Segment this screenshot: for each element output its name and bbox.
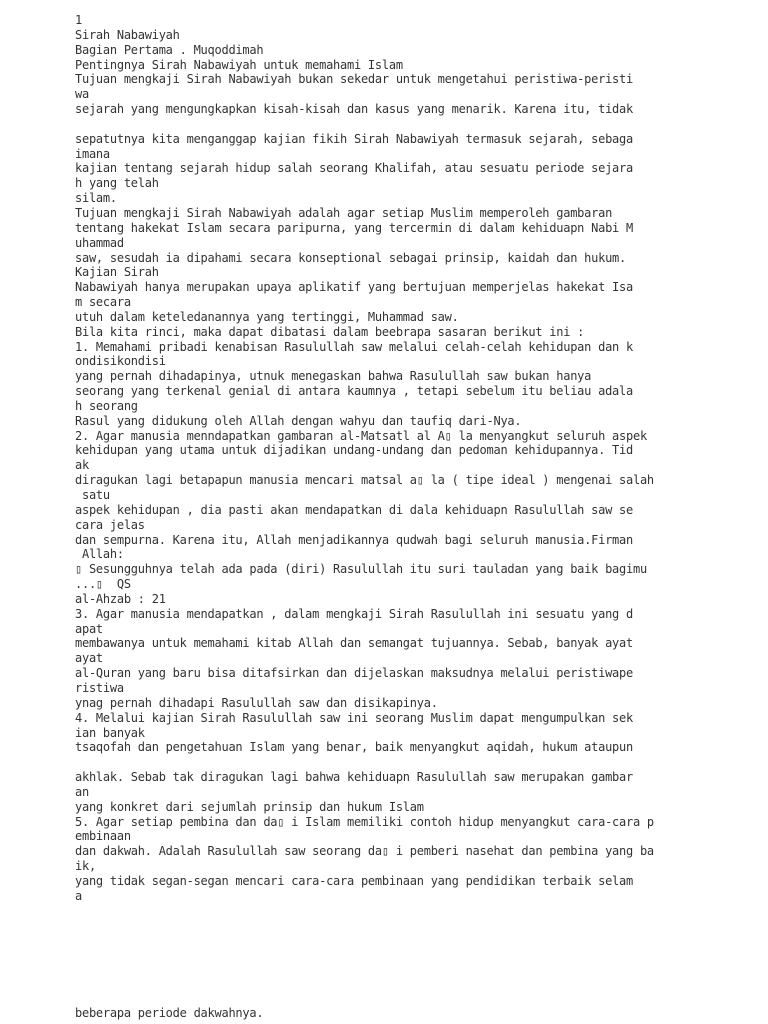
paragraph-gap [75, 117, 755, 132]
text-line: al-Ahzab : 21 [75, 591, 166, 606]
text-line: apat [75, 621, 103, 636]
text-line: uhammad [75, 235, 124, 250]
text-block-b [75, 132, 755, 755]
text-line: h seorang [75, 398, 138, 413]
text-line: ik, [75, 859, 96, 874]
text-line: Allah: [75, 547, 124, 562]
text-line: Bila kita rinci, maka dapat dibatasi dalam beebrapa sasaran berikut ini : [75, 324, 585, 339]
text-line: silam. [75, 191, 117, 206]
text-line: imana [75, 146, 110, 161]
text-line: satu [75, 488, 110, 502]
page-footer-line: beberapa periode dakwahnya. [75, 1006, 264, 1020]
text-line: Sirah Nabawiyah [75, 27, 180, 42]
paragraph-gap [75, 755, 755, 770]
text-line: an [75, 784, 89, 799]
text-line: 3. Agar manusia mendapatkan , dalam mengkaji Sirah Rasulullah ini sesuatu yang d [75, 606, 633, 621]
text-line: Nabawiyah hanya merupakan upaya aplikatif yang bertujuan memperjelas hakekat Isa [75, 280, 633, 295]
text-line: Rasul yang didukung oleh Allah dengan wahyu dan taufiq dari-Nya. [75, 413, 522, 428]
text-line: tentang hakekat Islam secara paripurna, yang tercermin di dalam kehiduapn Nabi M [75, 220, 633, 235]
text-line: ak [75, 458, 89, 473]
text-line: ayat [75, 651, 103, 666]
text-line: tsaqofah dan pengetahuan Islam yang benar, baik menyangkut aqidah, hukum ataupun [75, 740, 633, 755]
text-line: ynag pernah dihadapi Rasulullah saw dan disikapinya. [75, 695, 438, 710]
text-line: ▯ Sesungguhnya telah ada pada (diri) Rasulullah itu suri tauladan yang baik bagimu [75, 562, 647, 577]
text-line: 1 [75, 13, 82, 27]
text-line: saw, sesudah ia dipahami secara konseptional sebagai prinsip, kaidah dan hukum. [75, 250, 626, 265]
document-page [75, 13, 755, 904]
text-line: wa [75, 87, 89, 102]
text-line: dan dakwah. Adalah Rasulullah saw seorang da▯ i pemberi nasehat dan pembina yang ba [75, 844, 654, 859]
text-line: al-Quran yang baru bisa ditafsirkan dan dijelaskan maksudnya melalui peristiwape [75, 666, 633, 681]
text-line: Tujuan mengkaji Sirah Nabawiyah bukan sekedar untuk mengetahui peristiwa-peristi [75, 72, 633, 87]
text-line: sepatutnya kita menganggap kajian fikih Sirah Nabawiyah termasuk sejarah, sebaga [75, 131, 633, 146]
text-line: akhlak. Sebab tak diragukan lagi bahwa kehiduapn Rasulullah saw merupakan gambar [75, 770, 633, 785]
text-line: yang tidak segan-segan mencari cara-cara pembinaan yang pendidikan terbaik selam [75, 873, 633, 888]
text-line: m secara [75, 295, 131, 310]
text-line: h yang telah [75, 176, 159, 191]
text-line: ristiwa [75, 680, 124, 695]
text-line: seorang yang terkenal genial di antara kaumnya , tetapi sebelum itu beliau adala [75, 384, 633, 399]
text-line: Kajian Sirah [75, 265, 159, 280]
text-line: 4. Melalui kajian Sirah Rasulullah saw ini seorang Muslim dapat mengumpulkan sek [75, 710, 633, 725]
text-line: kajian tentang sejarah hidup salah seorang Khalifah, atau sesuatu periode sejara [75, 161, 633, 176]
text-line: 2. Agar manusia menndapatkan gambaran al-Matsatl al A▯ la menyangkut seluruh aspek [75, 428, 647, 443]
text-line: embinaan [75, 829, 131, 844]
text-line: Tujuan mengkaji Sirah Nabawiyah adalah agar setiap Muslim memperoleh gambaran [75, 205, 613, 220]
text-line: aspek kehidupan , dia pasti akan mendapatkan di dala kehiduapn Rasulullah saw se [75, 502, 633, 517]
text-line: cara jelas [75, 517, 145, 532]
text-line: Bagian Pertama . Muqoddimah [75, 42, 264, 57]
text-line: ondisikondisi [75, 354, 166, 369]
text-line: membawanya untuk memahami kitab Allah dan semangat tujuannya. Sebab, banyak ayat [75, 636, 633, 651]
text-line: ...▯ QS [75, 577, 131, 592]
text-line: 5. Agar setiap pembina dan da▯ i Islam memiliki contoh hidup menyangkut cara-cara p [75, 814, 654, 829]
text-line: sejarah yang mengungkapkan kisah-kisah dan kasus yang menarik. Karena itu, tidak [75, 102, 633, 117]
text-line: a [75, 888, 82, 903]
text-line: diragukan lagi betapapun manusia mencari matsal a▯ la ( tipe ideal ) mengenai salah [75, 473, 654, 488]
text-line: utuh dalam keteledanannya yang tertinggi, Muhammad saw. [75, 309, 459, 324]
text-line: yang pernah dihadapinya, utnuk menegaskan bahwa Rasulullah saw bukan hanya [75, 369, 592, 384]
text-block-a [75, 13, 755, 117]
text-line: dan sempurna. Karena itu, Allah menjadikannya qudwah bagi seluruh manusia.Firman [75, 532, 633, 547]
text-line: yang konkret dari sejumlah prinsip dan hukum Islam [75, 799, 424, 814]
text-line: ian banyak [75, 725, 145, 740]
text-line: Pentingnya Sirah Nabawiyah untuk memahami Islam [75, 57, 403, 72]
text-block-c [75, 770, 755, 904]
text-line: kehidupan yang utama untuk dijadikan undang-undang dan pedoman kehidupannya. Tid [75, 443, 633, 458]
text-line: 1. Memahami pribadi kenabisan Rasulullah saw melalui celah-celah kehidupan dan k [75, 339, 633, 354]
